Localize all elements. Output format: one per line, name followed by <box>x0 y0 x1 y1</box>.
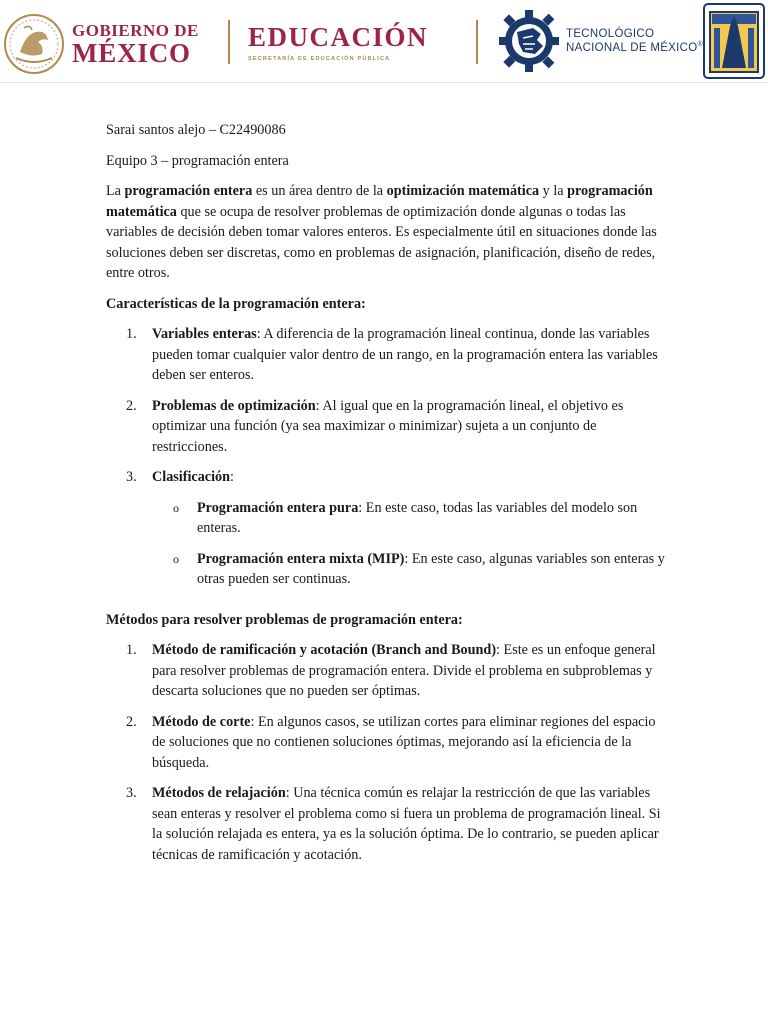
bullet-marker: o <box>173 551 179 566</box>
item-number: 3. <box>126 469 137 485</box>
intro-bold: programación matemática <box>106 183 653 220</box>
item-term: Variables enteras <box>152 326 257 342</box>
list-item <box>106 712 666 774</box>
item-term: Métodos de relajación <box>152 785 286 801</box>
document-body <box>106 120 666 875</box>
header-divider <box>228 20 230 64</box>
item-number: 2. <box>126 713 137 730</box>
section-title-characteristics: Características de la programación entera: <box>106 295 366 312</box>
mexico-coat-of-arms-icon <box>2 12 66 76</box>
list-item <box>106 640 666 702</box>
document-header <box>0 0 768 84</box>
bullet-marker: o <box>173 500 179 515</box>
header-divider <box>476 20 478 64</box>
header-underline <box>0 82 768 83</box>
intro-text: La <box>106 183 125 199</box>
tecnm-wordmark <box>566 28 703 55</box>
item-number: 1. <box>126 642 137 658</box>
item-text: : En algunos casos, se utilizan cortes para eliminar regiones del espacio de soluciones que no contienen soluciones óptimas, mejorando así la eficiencia de la búsqueda. <box>152 713 656 771</box>
item-term: Programación entera mixta (MIP) <box>197 550 405 567</box>
gobierno-de-mexico-logo <box>2 4 216 76</box>
item-term: Método de corte <box>152 713 251 730</box>
item-number: 2. <box>126 397 137 414</box>
intro-text: y la <box>539 183 568 199</box>
characteristics-list <box>106 324 666 590</box>
item-text: : En este caso, algunas variables son enteras y otras pueden ser continuas. <box>197 550 665 587</box>
intro-text: es un área dentro de la <box>252 183 387 199</box>
list-item <box>106 396 666 458</box>
intro-text: que se ocupa de resolver problemas de optimización donde algunas o todas las variables de decisión deben tomar valores enteros. Es especialmente útil en situaciones donde las soluciones deben ser discretas, como en problemas de asignación, planificación, diseño de redes, entre otros. <box>106 203 657 281</box>
section-title-methods: Métodos para resolver problemas de programación entera: <box>106 611 463 628</box>
item-term: Problemas de optimización <box>152 397 316 414</box>
tecnm-logo <box>499 4 559 78</box>
sublist-item <box>152 549 666 590</box>
item-text: : En este caso, todas las variables del modelo son enteras. <box>197 499 638 536</box>
tecnm-line1: TECNOLÓGICO <box>566 28 655 40</box>
item-text: : A diferencia de la programación lineal continua, donde las variables pueden tomar cualquier valor dentro de un rango, en la programación entera las variables deben ser enteros. <box>152 326 658 383</box>
item-term: Clasificación <box>152 469 231 485</box>
list-item <box>106 783 666 865</box>
edu-title: EDUCACIÓN <box>248 22 429 52</box>
edu-subtitle: SECRETARÍA DE EDUCACIÓN PÚBLICA <box>248 56 391 62</box>
gob-line1: GOBIERNO DE <box>72 21 199 40</box>
institute-seal-icon <box>697 2 766 82</box>
item-number: 3. <box>126 785 137 801</box>
author-line: Sarai santos alejo – C22490086 <box>106 122 286 138</box>
team-line: Equipo 3 – programación entera <box>106 152 289 169</box>
item-text: : <box>230 469 234 485</box>
item-term: Programación entera pura <box>197 499 359 516</box>
tecnm-line2: NACIONAL DE MÉXICO <box>566 42 698 55</box>
sublist-item <box>152 498 666 539</box>
intro-bold: optimización matemática <box>386 183 540 199</box>
item-text: : Una técnica común es relajar la restricción de que las variables sean enteras y resolver el problema como si fuera un problema de programación lineal. Si la solución relajada es entera, ya es la solución óptima. De lo contrario, se pueden aplicar técnicas de ramificación y acotación. <box>152 785 661 863</box>
institute-logo <box>697 2 766 82</box>
list-item <box>106 324 666 386</box>
gob-line2: MÉXICO <box>72 38 191 68</box>
tecnm-gear-logo-icon <box>499 4 559 78</box>
intro-paragraph <box>106 181 666 284</box>
methods-list <box>106 640 666 865</box>
tecnm-reg-mark: ® <box>697 41 703 49</box>
item-text: : Al igual que en la programación lineal, el objetivo es optimizar una función (ya sea maximizar o minimizar) sujeta a un conjunto de restricciones. <box>152 397 624 455</box>
item-term: Método de ramificación y acotación (Branch and Bound) <box>152 642 497 658</box>
list-item <box>106 467 666 590</box>
item-number: 1. <box>126 326 137 342</box>
intro-bold: programación entera <box>124 183 253 199</box>
educacion-logo <box>248 24 468 62</box>
classification-sublist <box>152 498 666 590</box>
item-text: : Este es un enfoque general para resolver problemas de programación entera. Divide el problema en subproblemas y descarta soluciones que no pueden ser óptimas. <box>152 642 656 699</box>
